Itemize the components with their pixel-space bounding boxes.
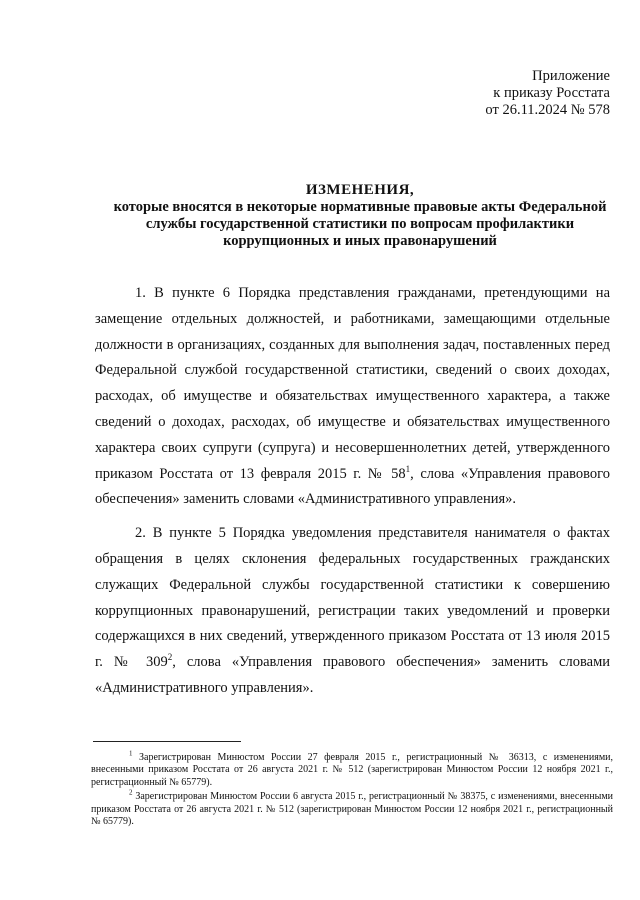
footnote-1	[91, 749, 613, 789]
title-main: ИЗМЕНЕНИЯ,	[305, 182, 415, 198]
footnotes	[91, 749, 613, 830]
footnote-1-text: Зарегистрирован Минюстом России 27 февраля 2015 г., регистрационный № 36313, с изменениями, внесенными приказом Росстата от 26 августа 2021 г. № 512 (зарегистрирован Минюстом России 12 ноября 2021 г., регистрационный № 65779).	[91, 752, 613, 788]
footnote-ref-2: 2	[167, 652, 173, 663]
document-title	[80, 182, 640, 250]
appendix-line-2: к приказу Росстата	[493, 85, 610, 101]
paragraph-2	[95, 521, 610, 702]
paragraph-1-text: 1. В пункте 6 Порядка представления гражданами, претендующими на замещение отдельных должностей, и работниками, замещающими отдельные должности в организациях, созданных для выполнения задач, поставленных перед Федеральной службой государственной статистики, сведений о своих доходах, расходах, об имуществе и обязательствах имущественного характера, а также сведений о доходах, расходах, об имуществе и обязательствах имущественного характера своих супруги (супруга) и несовершеннолетних детей, утвержденного приказом Росстата от 13 февраля 2015 г. № 58	[95, 285, 610, 482]
footnote-2-mark: 2	[129, 788, 133, 797]
paragraph-1	[95, 281, 610, 513]
paragraph-2-tail: , слова «Управления правового обеспечения» заменить словами «Административного управления».	[95, 654, 611, 696]
footnote-ref-1: 1	[405, 463, 411, 474]
appendix-line-3: от 26.11.2024 № 578	[485, 102, 610, 118]
footnote-2-text: Зарегистрирован Минюстом России 6 августа 2015 г., регистрационный № 38375, с изменениями, внесенными приказом Росстата от 26 августа 2021 г. № 512 (зарегистрирован Минюстом России 12 ноября 2021 г., регистрационный № 65779).	[91, 791, 613, 828]
appendix-line-1: Приложение	[532, 68, 610, 84]
footnote-1-mark: 1	[129, 749, 133, 758]
footnote-divider	[93, 741, 241, 742]
title-line-1: которые вносятся в некоторые нормативные правовые акты Федеральной	[113, 199, 607, 215]
document-body	[95, 281, 610, 710]
footnote-2	[91, 788, 613, 828]
paragraph-1-tail: , слова «Управления правового обеспечения» заменить словами «Административного управления».	[95, 465, 610, 508]
paragraph-2-text: 2. В пункте 5 Порядка уведомления представителя нанимателя о фактах обращения в целях склонения федеральных государственных гражданских служащих Федеральной службы государственной статистики к совершению коррупционных правонарушений, регистрации таких уведомлений и проверки содержащихся в них сведений, утвержденного приказом Росстата от 13 июля 2015 г. № 309	[95, 525, 610, 671]
title-line-2: службы государственной статистики по вопросам профилактики	[145, 216, 575, 232]
appendix-header	[485, 68, 610, 119]
title-line-3: коррупционных и иных правонарушений	[223, 233, 497, 249]
